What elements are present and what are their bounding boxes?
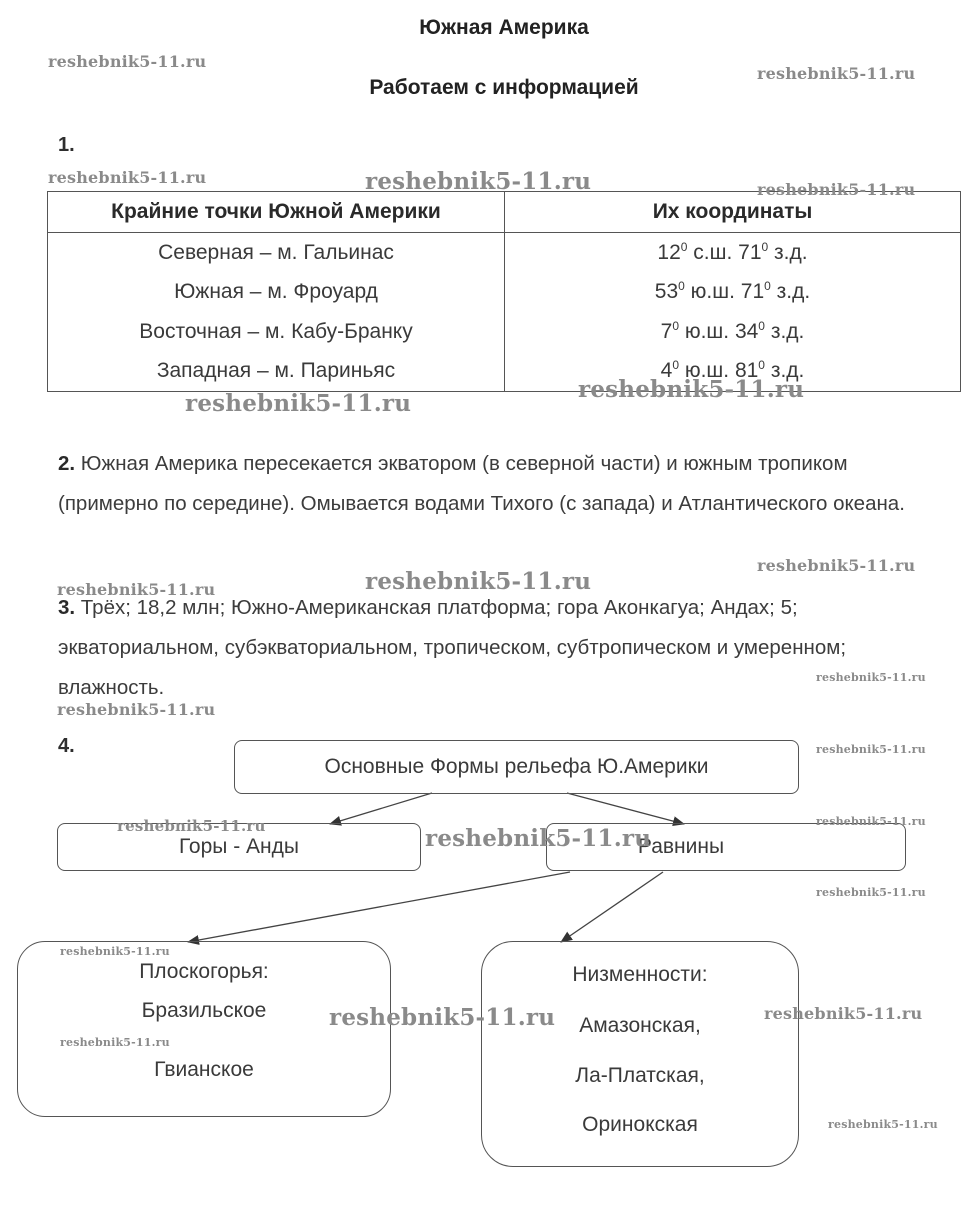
question-3-number: 3.: [58, 596, 76, 619]
latitude-dir: ю.ш.: [684, 280, 741, 304]
watermark: reshebnik5-11.ru: [425, 825, 652, 852]
relief-root-label: Основные Формы рельефа Ю.Америки: [324, 755, 709, 778]
watermark: reshebnik5-11.ru: [57, 700, 216, 719]
longitude-dir: з.д.: [768, 240, 808, 264]
watermark: reshebnik5-11.ru: [764, 1004, 923, 1023]
watermark: reshebnik5-11.ru: [757, 556, 916, 575]
watermark: reshebnik5-11.ru: [117, 817, 266, 835]
longitude-dir: з.д.: [764, 319, 805, 343]
watermark: reshebnik5-11.ru: [365, 168, 592, 195]
point-name: Северная – м. Гальинас: [48, 233, 505, 273]
latitude-dir: ю.ш.: [679, 319, 735, 343]
watermark: reshebnik5-11.ru: [816, 671, 926, 684]
watermark: reshebnik5-11.ru: [578, 376, 805, 403]
watermark: reshebnik5-11.ru: [816, 886, 926, 899]
arrow-root-to-mountains: [330, 793, 432, 824]
watermark: reshebnik5-11.ru: [57, 580, 216, 599]
plateau-item: Бразильское: [141, 999, 267, 1022]
longitude: 34: [734, 319, 759, 343]
lowland-item: Амазонская,: [579, 1014, 701, 1037]
degree-sign: 0: [672, 358, 679, 373]
section-title: Работаем с информацией: [369, 76, 639, 99]
longitude: 71: [738, 240, 762, 264]
point-name: Западная – м. Париньяс: [48, 352, 505, 392]
latitude: 7: [660, 319, 673, 343]
lowlands-box: [481, 941, 799, 1167]
arrow-plains-to-lowlands: [561, 872, 663, 942]
mountains-label: Горы - Анды: [178, 835, 300, 858]
question-3-text: Трёх; 18,2 млн; Южно-Американская платформа; гора Аконкагуа; Андах; 5; экваториальном, субэкваториальном, тропическом, субтропическом и умеренном; влажность.: [58, 596, 847, 699]
arrow-root-to-plains: [567, 793, 684, 824]
watermark: reshebnik5-11.ru: [329, 1004, 556, 1031]
point-name: Восточная – м. Кабу-Бранку: [48, 312, 505, 352]
latitude: 53: [654, 280, 679, 304]
degree-sign: 0: [761, 239, 769, 254]
degree-sign: 0: [758, 358, 765, 373]
question-2-number: 2.: [58, 452, 76, 475]
watermark: reshebnik5-11.ru: [185, 390, 412, 417]
degree-sign: 0: [764, 279, 771, 294]
question-1-number: 1.: [58, 134, 75, 156]
relief-root-box: [234, 740, 799, 794]
watermark: reshebnik5-11.ru: [60, 1036, 170, 1049]
page-title: Южная Америка: [419, 16, 589, 39]
longitude: 81: [734, 359, 759, 383]
plateaus-title: Плоскогорья:: [139, 960, 269, 983]
lowland-item: Оринокская: [582, 1113, 698, 1136]
table-header-points: Крайние точки Южной Америки: [48, 192, 505, 233]
point-name: Южная – м. Фроуард: [48, 273, 505, 313]
degree-sign: 0: [678, 279, 685, 294]
table-header-coordinates: Их координаты: [505, 192, 961, 233]
watermark: reshebnik5-11.ru: [816, 743, 926, 756]
latitude: 12: [657, 240, 681, 264]
watermark: reshebnik5-11.ru: [816, 815, 926, 828]
watermark: reshebnik5-11.ru: [828, 1118, 938, 1131]
watermark: reshebnik5-11.ru: [757, 64, 916, 83]
latitude: 4: [660, 359, 673, 383]
watermark: reshebnik5-11.ru: [48, 168, 207, 187]
question-4-number: 4.: [58, 735, 75, 757]
latitude-dir: с.ш.: [687, 240, 739, 264]
watermark: reshebnik5-11.ru: [48, 52, 207, 71]
question-2-text: Южная Америка пересекается экватором (в северной части) и южным тропиком (примерно по середине). Омывается водами Тихого (с запада) и Атлантического океана.: [58, 452, 905, 515]
degree-sign: 0: [680, 239, 688, 254]
longitude-dir: з.д.: [764, 359, 805, 383]
longitude-dir: з.д.: [770, 280, 811, 304]
arrow-plains-to-plateaus: [188, 872, 570, 942]
lowlands-title: Низменности:: [572, 963, 708, 986]
plateau-item: Гвианское: [154, 1058, 254, 1081]
lowland-item: Ла-Платская,: [575, 1064, 705, 1087]
plains-label: Равнины: [637, 835, 725, 858]
degree-sign: 0: [758, 318, 765, 333]
latitude-dir: ю.ш.: [679, 359, 735, 383]
watermark: reshebnik5-11.ru: [757, 180, 916, 199]
watermark: reshebnik5-11.ru: [365, 568, 592, 595]
degree-sign: 0: [672, 318, 679, 333]
watermark: reshebnik5-11.ru: [60, 945, 170, 958]
longitude: 71: [740, 280, 765, 304]
